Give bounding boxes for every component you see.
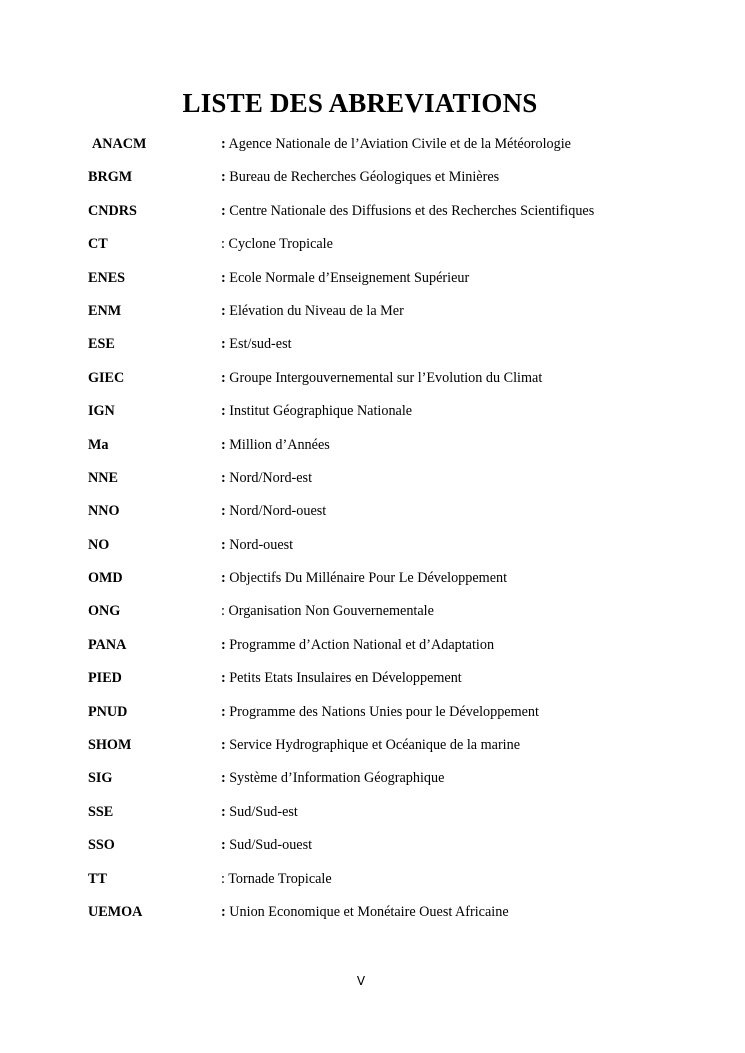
separator: : [221,636,226,653]
separator: : [221,236,225,253]
separator: : [221,436,226,453]
abbreviation: SSE [88,803,114,820]
list-item [88,535,708,568]
separator: : [221,803,226,820]
list-item [88,635,708,668]
list-item [88,869,708,902]
definition-text: Petits Etats Insulaires en Développement [225,670,462,687]
abbreviation: ENM [88,302,122,319]
separator: : [221,136,226,152]
separator: : [221,837,226,854]
list-item [88,802,708,835]
separator: : [221,870,225,887]
separator: : [221,703,226,720]
separator: : [221,603,225,620]
abbreviation: PNUD [88,703,128,720]
definition [221,501,326,521]
list-item [88,234,708,267]
separator: : [221,169,226,186]
definition-text: Service Hydrographique et Océanique de la marine [225,737,521,754]
definition [221,735,520,755]
abbreviation: CT [88,236,108,253]
definition-text: Organisation Non Gouvernementale [224,603,434,620]
definition [221,334,292,354]
abbreviation: OMD [88,570,123,587]
definition-text: Nord-ouest [225,536,294,553]
definition [221,835,312,855]
list-item [88,735,708,768]
page-number: V [356,974,366,988]
abbreviation: ONG [88,603,121,620]
abbreviation: ANACM [92,136,147,152]
separator: : [221,469,226,486]
abbreviation: ESE [88,336,115,353]
definition-text: Institut Géographique Nationale [225,403,413,420]
list-item [88,668,708,701]
abbreviation: SHOM [88,737,132,754]
abbreviation: PIED [88,670,122,687]
list-item [88,902,708,935]
abbreviation: CNDRS [88,202,137,219]
definition-text: Million d’Années [225,436,330,453]
abbreviation: Ma [88,436,109,453]
definition-text: Cyclone Tropicale [224,236,333,253]
definition-text: Union Economique et Monétaire Ouest Africaine [225,903,509,920]
abbreviation: NO [88,536,110,553]
separator: : [221,903,226,920]
abbreviation: NNO [88,503,120,520]
list-item [88,268,708,301]
list-item [88,134,708,167]
separator: : [221,269,226,286]
definition-text: Programme des Nations Unies pour le Développement [225,703,539,720]
definition [221,568,507,588]
definition [221,702,539,722]
definition [221,234,333,254]
list-item [88,768,708,801]
abbreviation: ENES [88,269,126,286]
definition [221,635,494,655]
list-item [88,568,708,601]
abbreviation: PANA [88,636,127,653]
definition [221,268,469,288]
list-item [88,435,708,468]
definition-text: Tornade Tropicale [224,870,332,887]
definition [221,201,594,221]
definition-text: Programme d’Action National et d’Adaptation [225,636,495,653]
definition [221,902,509,922]
list-item [88,468,708,501]
abbreviation: SIG [88,770,113,787]
list-item [88,601,708,634]
separator: : [221,536,226,553]
abbreviation: IGN [88,403,115,420]
separator: : [221,503,226,520]
list-item [88,368,708,401]
definition-text: Bureau de Recherches Géologiques et Minières [225,169,500,186]
definition [221,301,404,321]
definition [221,535,293,555]
definition-text: Sud/Sud-ouest [225,837,313,854]
abbreviation: UEMOA [88,903,143,920]
definition [221,167,499,187]
abbreviation: TT [88,870,107,887]
definition [221,802,298,822]
definition-text: Système d’Information Géographique [225,770,445,787]
separator: : [221,202,226,219]
definition-text: Nord/Nord-est [225,469,313,486]
separator: : [221,570,226,587]
list-item [88,702,708,735]
list-item [88,301,708,334]
definition-text: Objectifs Du Millénaire Pour Le Développement [225,570,508,587]
separator: : [221,770,226,787]
definition [221,435,330,455]
definition [221,368,542,388]
definition-text: Centre Nationale des Diffusions et des Recherches Scientifiques [225,202,595,219]
definition-text: Agence Nationale de l’Aviation Civile et de la Météorologie [225,136,571,152]
separator: : [221,670,226,687]
definition [221,869,332,889]
definition [221,768,444,788]
definition [221,134,571,154]
definition-text: Nord/Nord-ouest [225,503,327,520]
abbreviation: GIEC [88,369,125,386]
list-item [88,167,708,200]
list-item [88,501,708,534]
list-item [88,401,708,434]
definition-text: Est/sud-est [225,336,292,353]
separator: : [221,403,226,420]
definition-text: Groupe Intergouvernemental sur l’Evolution du Climat [225,369,543,386]
abbreviation: BRGM [88,169,133,186]
list-item [88,334,708,367]
definition-text: Sud/Sud-est [225,803,298,820]
list-item [88,835,708,868]
abbreviation: NNE [88,469,118,486]
definition [221,601,434,621]
abbreviation: SSO [88,837,115,854]
separator: : [221,369,226,386]
definition-text: Ecole Normale d’Enseignement Supérieur [225,269,470,286]
separator: : [221,737,226,754]
page-title: LISTE DES ABREVIATIONS [182,88,538,118]
definition [221,668,462,688]
definition [221,468,312,488]
definition [221,401,412,421]
separator: : [221,302,226,319]
definition-text: Elévation du Niveau de la Mer [225,302,404,319]
list-item [88,201,708,234]
separator: : [221,336,226,353]
abbreviation-list [88,134,708,935]
